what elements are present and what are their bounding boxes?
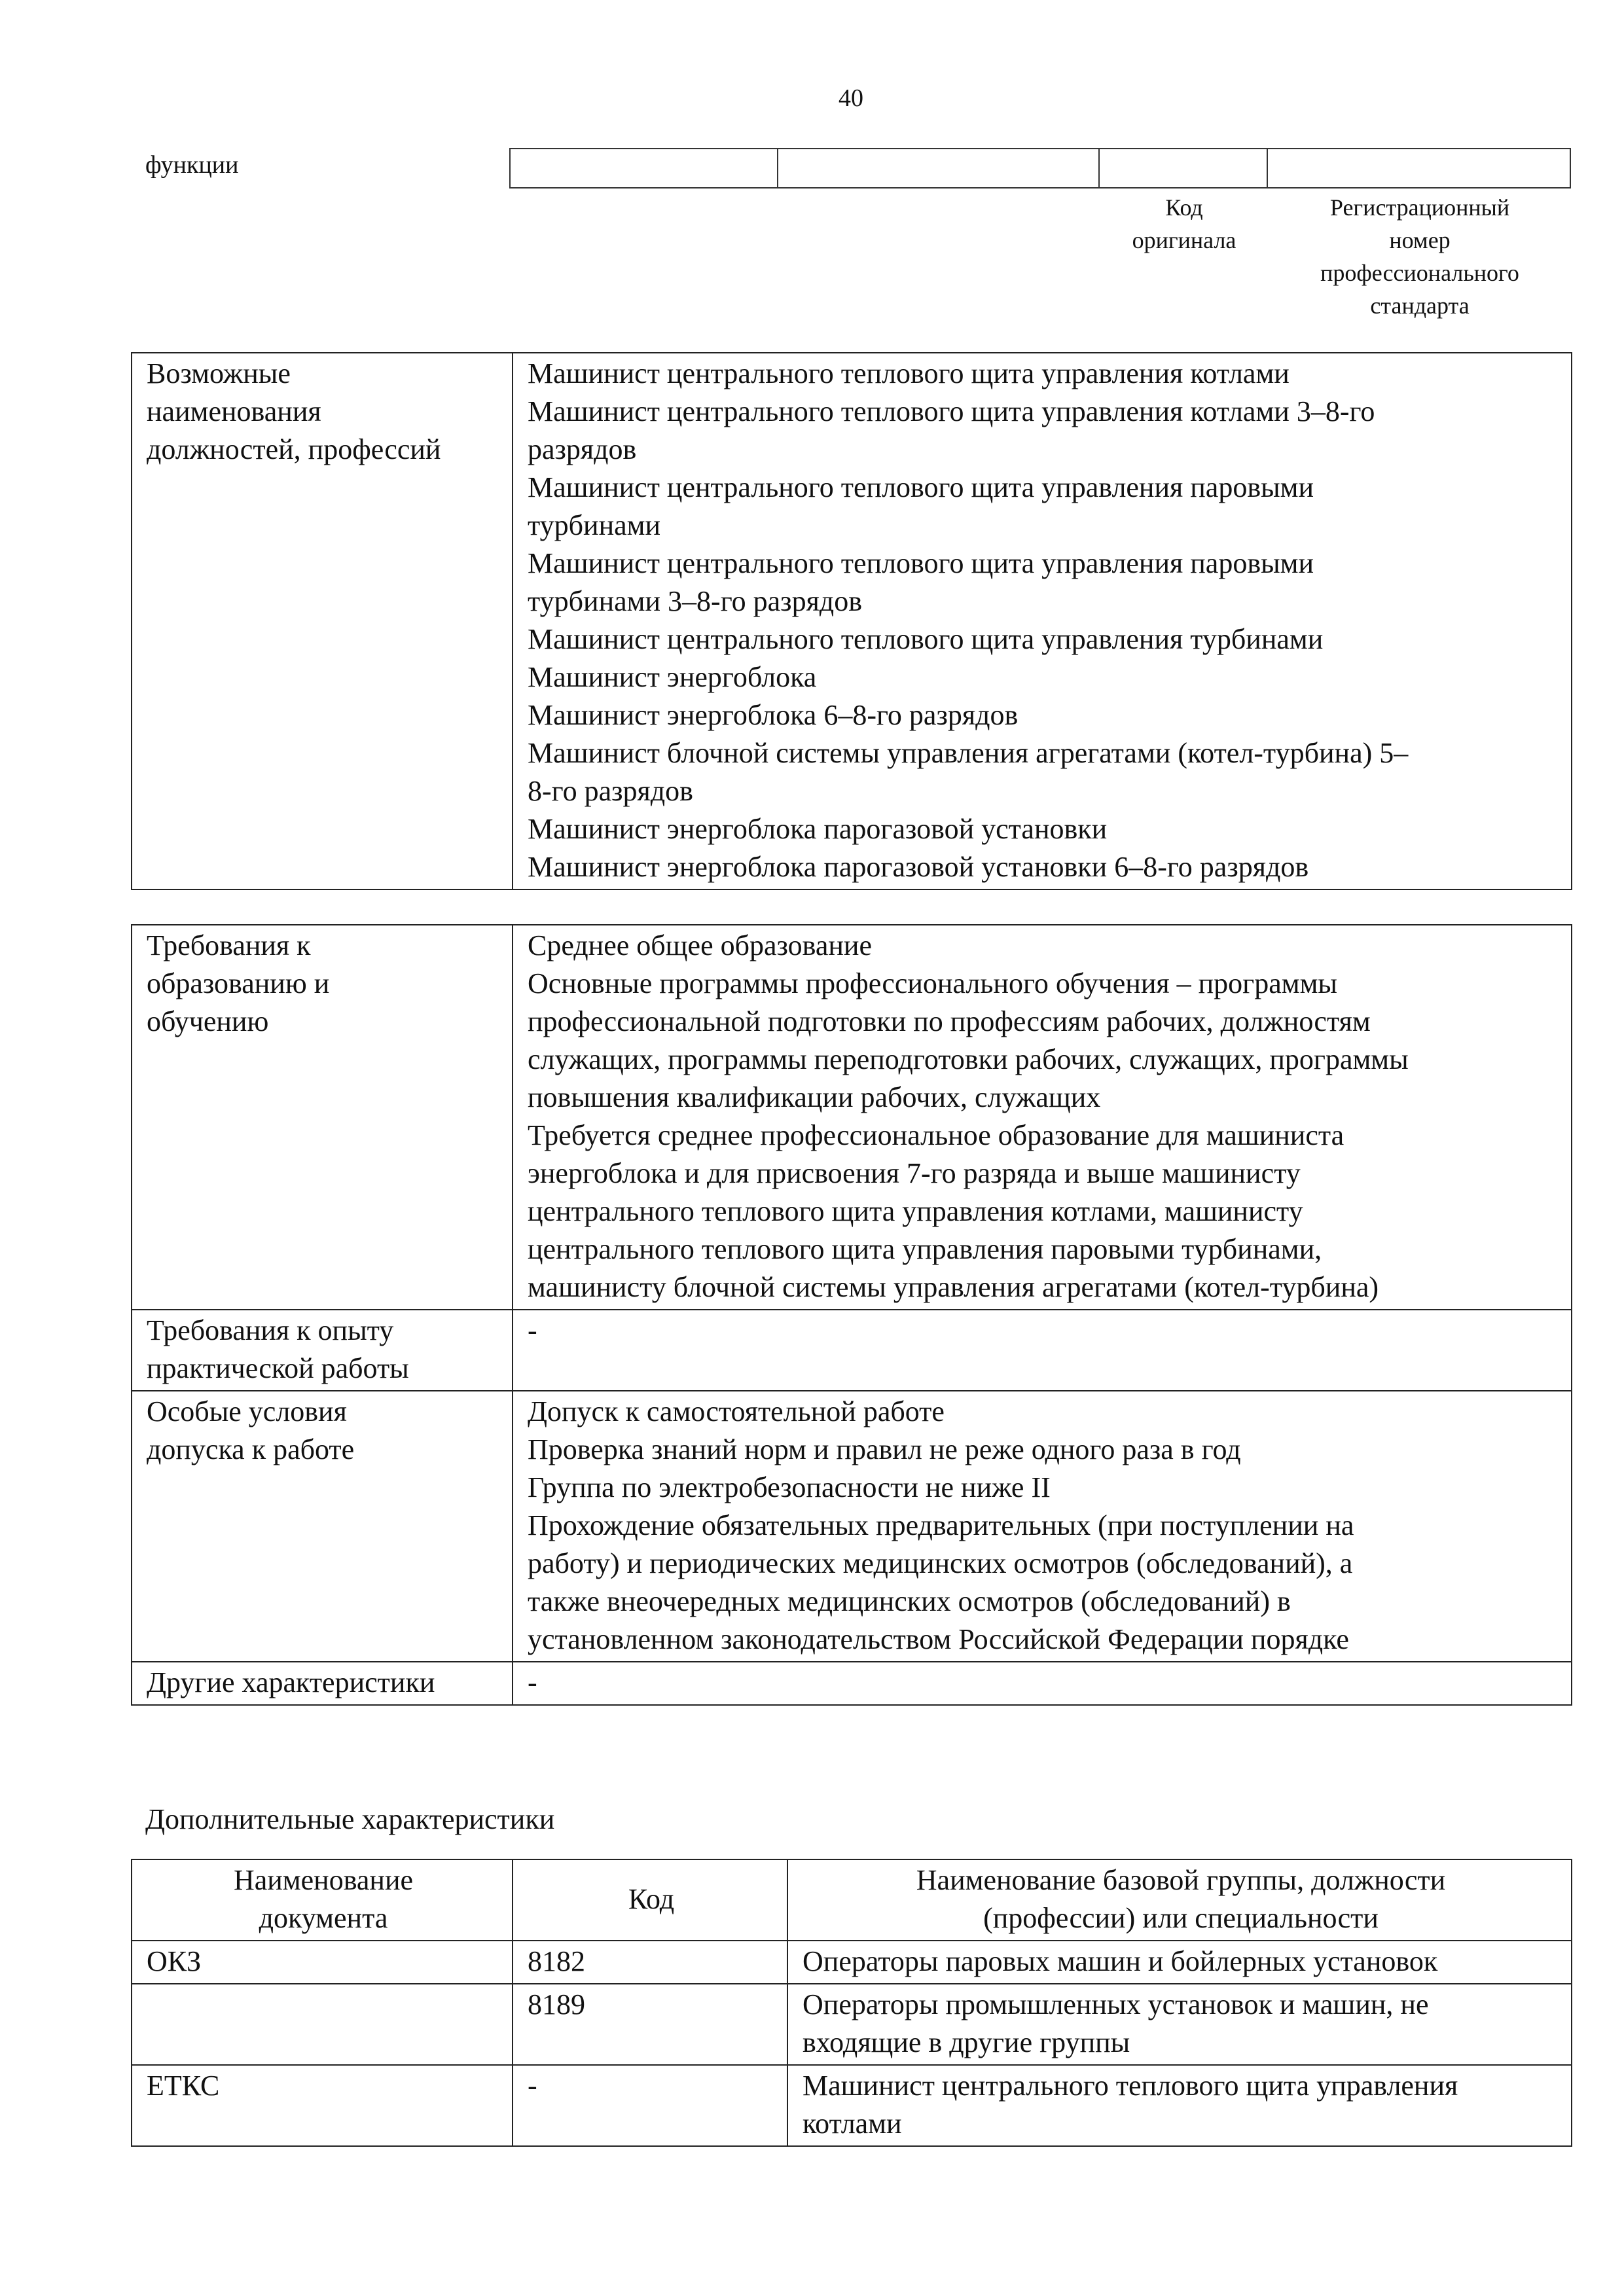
- special-conditions-row: [132, 1391, 1572, 1662]
- registration-number-box: [1268, 149, 1570, 187]
- code-box-1: [511, 149, 778, 187]
- position-line: Машинист центрального теплового щита управления котлами 3–8-го: [528, 395, 1375, 427]
- position-line: Машинист центрального теплового щита управления котлами: [528, 357, 1290, 389]
- position-line: разрядов: [528, 433, 637, 465]
- additional-title: Дополнительные характеристики: [145, 1803, 555, 1835]
- special-conditions-value-cell: Допуск к самостоятельной работе Проверка знаний норм и правил не реже одного раза в год Группа по электробезопасности не ниже II Прохождение обязательных предварительных (при поступлении на работу) и периодических медицинских осмотров (обследований), а также внеочередных медицинских осмотров (обследований) в установленном законодательством Российской Федерации порядке: [513, 1391, 1572, 1662]
- position-line: турбинами 3–8-го разрядов: [528, 585, 862, 617]
- position-line: турбинами: [528, 509, 661, 541]
- page-number: 40: [839, 84, 863, 112]
- header-code: Код: [513, 1859, 787, 1941]
- position-line: Машинист энергоблока парогазовой установки: [528, 813, 1108, 845]
- row-name: Операторы паровых машин и бойлерных установок: [787, 1941, 1572, 1984]
- original-code-caption: Код оригинала: [1132, 194, 1236, 253]
- position-line: Машинист энергоблока: [528, 661, 817, 693]
- position-line: Машинист энергоблока парогазовой установки 6–8-го разрядов: [528, 851, 1309, 883]
- position-line: 8-го разрядов: [528, 775, 693, 807]
- additional-header-row: [132, 1859, 1572, 1941]
- education-value-cell: Среднее общее образование Основные программы профессионального обучения – программы профессиональной подготовки по профессиям рабочих, должностям служащих, программы переподготовки рабочих, служащих, программы повышения квалификации рабочих, служащих Требуется среднее профессиональное образование для машиниста энергоблока и для присвоения 7-го разряда и выше машинисту центрального теплового щита управления котлами, машинисту центрального теплового щита управления паровыми турбинами, машинисту блочной системы управления агрегатами (котел-турбина): [513, 925, 1572, 1310]
- code-box-2: [778, 149, 1100, 187]
- requirements-table: [131, 924, 1572, 1706]
- education-label-cell: Требования к образованию и обучению: [132, 925, 513, 1310]
- other-label-cell: Другие характеристики: [132, 1662, 513, 1705]
- function-label: функции: [145, 151, 239, 179]
- position-line: Машинист блочной системы управления агрегатами (котел-турбина) 5–: [528, 737, 1409, 769]
- education-row: [132, 925, 1572, 1310]
- positions-value-cell: [513, 353, 1572, 889]
- position-line: Машинист энергоблока 6–8-го разрядов: [528, 699, 1019, 731]
- position-line: Машинист центрального теплового щита управления паровыми: [528, 547, 1314, 579]
- row-code: 8182: [513, 1941, 787, 1984]
- row-document: ЕТКС: [132, 2065, 513, 2146]
- experience-value-cell: -: [513, 1310, 1572, 1391]
- experience-row: [132, 1310, 1572, 1391]
- code-boxes: [509, 148, 1571, 188]
- registration-number-caption: Регистрационный номер профессионального стандарта: [1320, 194, 1519, 319]
- row-name: Машинист центрального теплового щита управления котлами: [787, 2065, 1572, 2146]
- header-name: Наименование базовой группы, должности (профессии) или специальности: [787, 1859, 1572, 1941]
- positions-table: [131, 352, 1572, 890]
- other-row: [132, 1662, 1572, 1705]
- table-row: [132, 2065, 1572, 2146]
- row-code: -: [513, 2065, 787, 2146]
- table-row: [132, 1984, 1572, 2065]
- additional-table: [131, 1859, 1572, 2147]
- positions-label-cell: Возможные наименования должностей, профессий: [132, 353, 513, 889]
- row-document: [132, 1984, 513, 2065]
- experience-label-cell: Требования к опыту практической работы: [132, 1310, 513, 1391]
- row-document: ОКЗ: [132, 1941, 513, 1984]
- position-line: Машинист центрального теплового щита управления турбинами: [528, 623, 1324, 655]
- row-code: 8189: [513, 1984, 787, 2065]
- table-row: [132, 1941, 1572, 1984]
- original-code-box: [1100, 149, 1268, 187]
- header-document: Наименование документа: [132, 1859, 513, 1941]
- row-name: Операторы промышленных установок и машин, не входящие в другие группы: [787, 1984, 1572, 2065]
- positions-row: [132, 353, 1572, 889]
- other-value-cell: -: [513, 1662, 1572, 1705]
- special-conditions-label-cell: Особые условия допуска к работе: [132, 1391, 513, 1662]
- position-line: Машинист центрального теплового щита управления паровыми: [528, 471, 1314, 503]
